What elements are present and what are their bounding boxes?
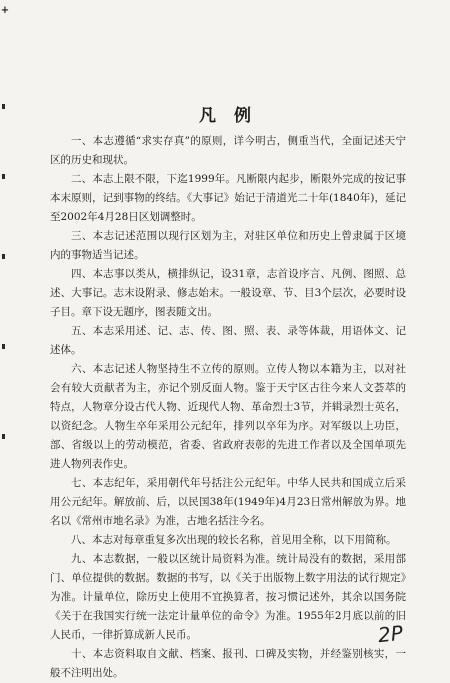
paragraph-9: 九、本志数据，一般以区统计局资料为准。统计局没有的数据，采用部门、单位提供的数据。数据的书写，以《关于出版物上数字用法的试行规定》为准。计量单位，除历史上使用不宜换算者，按习惯记述外，其余以国务院《关于在我国实行统一法定计量单位的命令》为准。1955年2月底以前的旧人民币，一律折算成新人民币。	[50, 553, 406, 641]
paragraph-8: 八、本志对每章重复多次出现的较长名称，首见用全称，以下用简称。	[71, 534, 397, 546]
paragraph-4: 四、本志事以类从，横排纵记，设31章，志首设序言、凡例、图照、总述、大事记。志末设附录、修志始末。一般设章、节、目3个层次，必要时设子目。章下设无题序，图表随文出。	[50, 268, 406, 318]
paragraph-3: 三、本志记述范围以现行区划为主，对驻区单位和历史上曾隶属于区境内的事物适当记述。	[50, 230, 406, 261]
corner-mark: +	[0, 5, 10, 16]
paragraph-5: 五、本志采用述、记、志、传、图、照、表、录等体裁，用语体文、记述体。	[50, 325, 406, 356]
paragraph-10: 十、本志资料取自文献、档案、报刊、口碑及实物，并经鉴别核实，一般不注明出处。	[50, 648, 406, 679]
binding-edge-marks	[2, 104, 6, 484]
binding-mark	[2, 434, 5, 439]
binding-mark	[2, 344, 5, 349]
binding-mark	[2, 174, 5, 179]
handwritten-page-number: 2P	[376, 620, 404, 648]
binding-mark	[2, 254, 5, 259]
paragraph-1: 一、本志遵循“求实存真”的原则，详今明古，侧重当代，全面记述天宁区的历史和现状。	[50, 135, 406, 166]
paragraph-2: 二、本志上限不限，下迄1999年。凡断限内起步，断限外完成的按记事本末原则，记到事物的终结。《大事记》始记于清道光二十年(1840年)，延记至2002年4月28日区划调整时。	[50, 173, 406, 223]
paragraph-7: 七、本志纪年，采用朝代年号括注公元纪年。中华人民共和国成立后采用公元纪年。解放前、后，以民国38年(1949年)4月23日常州解放为界。地名以《常州市地名录》为准，古地名括注今名。	[50, 477, 406, 527]
document-body	[50, 132, 406, 683]
paragraph-6: 六、本志记述人物坚持生不立传的原则。立传人物以本籍为主，以对社会有较大贡献者为主，亦记个别反面人物。鉴于天宁区古往今来人文荟萃的特点，人物章分设古代人物、近现代人物、革命烈士3节，并辑录烈士英名，以资纪念。人物生卒年采用公元纪年，排列以卒年为序。对军级以上功臣，部、省级以上的劳动模范，省委、省政府表彰的先进工作者以及全国单项先进人物列表作史。	[50, 363, 406, 470]
page-title: 凡例	[199, 106, 269, 127]
